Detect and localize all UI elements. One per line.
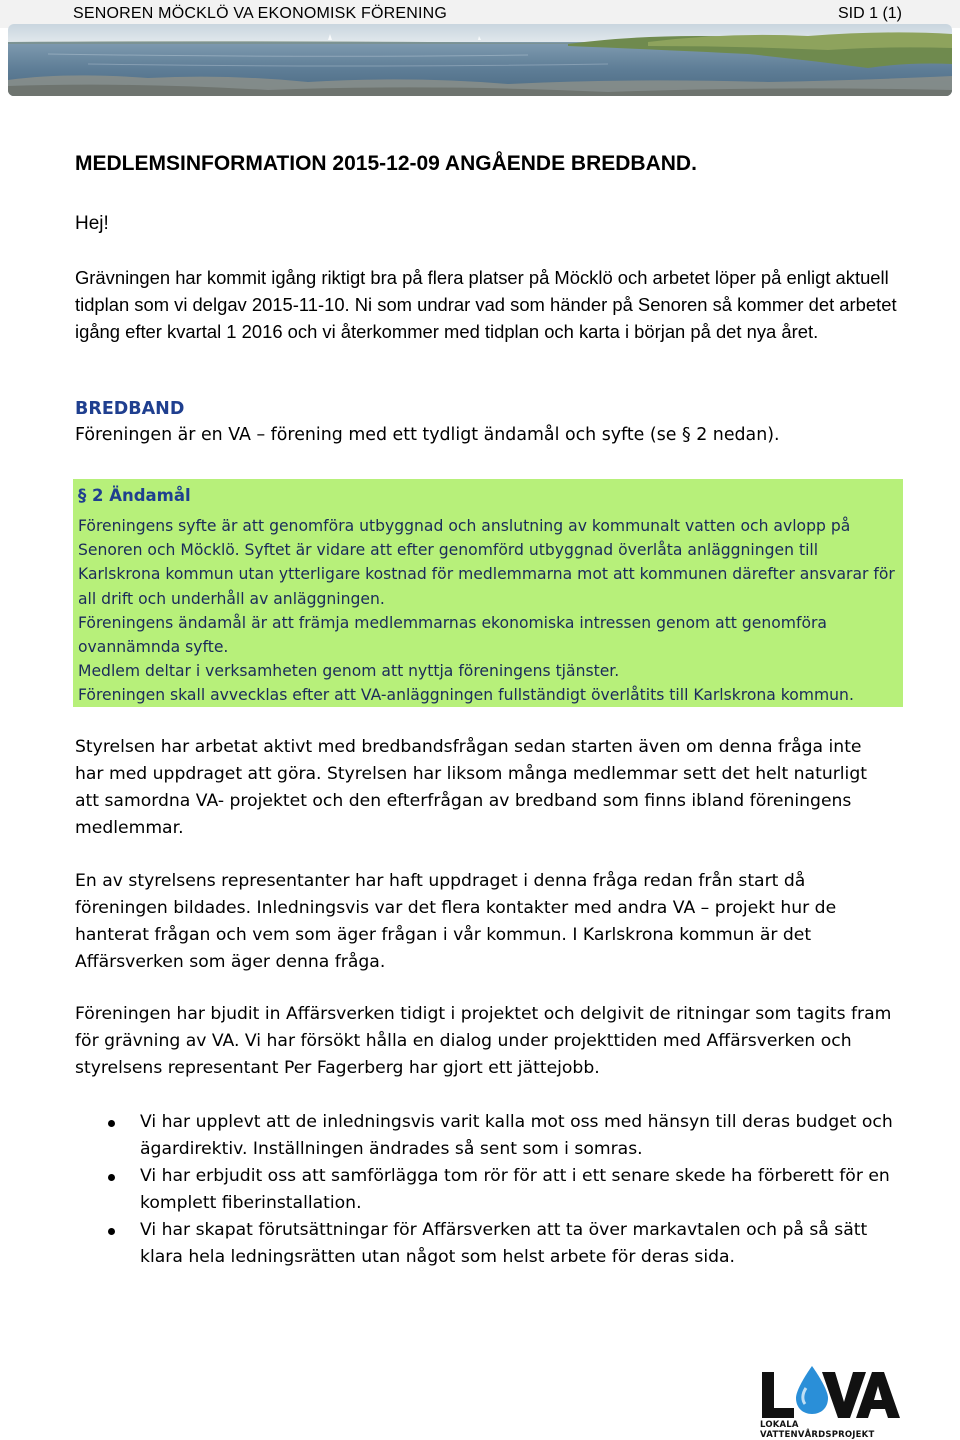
list-item-text: Vi har erbjudit oss att samförlägga tom rör för att i ett senare skede ha förberett för en komplett fiberinstallation. — [140, 1166, 890, 1213]
lva-logo — [760, 1364, 900, 1440]
list-item-text: Vi har upplevt att de inledningsvis varit kalla mot oss med hänsyn till deras budget och ägardirektiv. Inställningen ändrades så sent som i somras. — [140, 1112, 893, 1159]
lva-wordmark-icon — [760, 1364, 900, 1420]
body-paragraph: Styrelsen har arbetat aktivt med bredbandsfrågan sedan starten även om denna fråga inte har med uppdraget att göra. Styrelsen har liksom många medlemmar sett det helt naturligt att samordna VA- projektet och den efterfrågan av bredband som finns ibland föreningens medlemmar. — [75, 737, 867, 838]
logo-tagline: LOKALA VATTENVÅRDSPROJEKT — [760, 1420, 875, 1440]
page-number: SID 1 (1) — [837, 5, 902, 22]
statute-line: Medlem deltar i verksamheten genom att nyttja föreningens tjänster. — [78, 662, 620, 681]
statute-heading: § 2 Ändamål — [78, 486, 191, 505]
bullet-icon — [108, 1174, 115, 1181]
sea-landscape — [8, 24, 952, 96]
bredband-text: Föreningen är en VA – förening med ett tydligt ändamål och syfte (se § 2 nedan). — [75, 425, 780, 445]
page-title: MEDLEMSINFORMATION 2015-12-09 ANGÅENDE BREDBAND. — [75, 152, 697, 175]
statute-line: Föreningens syfte är att genomföra utbyggnad och anslutning av kommunalt vatten och avlopp på Senoren och Möcklö. Syftet är vidare att efter genomförd utbyggnad överlåta anläggningen till Karlskrona kommun utan ytterligare kostnad för medlemmarna mot att kommunen därefter ansvarar för all drift och underhåll av anläggningen. — [78, 517, 895, 608]
organization-name: SENOREN MÖCKLÖ VA EKONOMISK FÖRENING — [73, 5, 448, 22]
list-item — [75, 1109, 905, 1163]
body-paragraph: Föreningen har bjudit in Affärsverken tidigt i projektet och delgivit de ritningar som tagits fram för grävning av VA. Vi har försökt hålla en dialog under projekttiden med Affärsverken och styrelsens representant Per Fagerberg har gjort ett jättejobb. — [75, 1004, 892, 1078]
bullet-icon — [108, 1120, 115, 1127]
bredband-heading: BREDBAND — [75, 399, 185, 419]
list-item — [75, 1163, 905, 1217]
body-paragraph: En av styrelsens representanter har haft uppdraget i denna fråga redan från start då föreningen bildades. Inledningsvis var det flera kontakter med andra VA – projekt hur de hanterat frågan och vem som äger frågan i vår kommun. I Karlskrona kommun är det Affärsverken som äger denna fråga. — [75, 871, 837, 972]
statute-body — [78, 514, 898, 708]
intro-paragraph: Grävningen har kommit igång riktigt bra på flera platser på Möcklö och arbetet löper på enligt aktuell tidplan som vi delgav 2015-11-10. Ni som undrar vad som händer på Senoren så kommer det arbetet igång efter kvartal 1 2016 och vi återkommer med tidplan och karta i början på det nya året. — [75, 267, 897, 342]
list-item — [75, 1217, 905, 1271]
greeting: Hej! — [75, 213, 109, 234]
bullet-list — [75, 1109, 905, 1271]
list-item-text: Vi har skapat förutsättningar för Affärsverken att ta över markavtalen och på så sätt klara hela ledningsrätten utan något som helst arbete för deras sida. — [140, 1220, 868, 1267]
sea-banner-image — [8, 24, 952, 96]
statute-line: Föreningens ändamål är att främja medlemmarnas ekonomiska intressen genom att genomföra ovannämnda syfte. — [78, 613, 827, 657]
statute-excerpt-box — [73, 479, 903, 707]
statute-line: Föreningen skall avvecklas efter att VA-anläggningen fullständigt överlåtits till Karlskrona kommun. — [78, 686, 854, 705]
bullet-icon — [108, 1228, 115, 1235]
